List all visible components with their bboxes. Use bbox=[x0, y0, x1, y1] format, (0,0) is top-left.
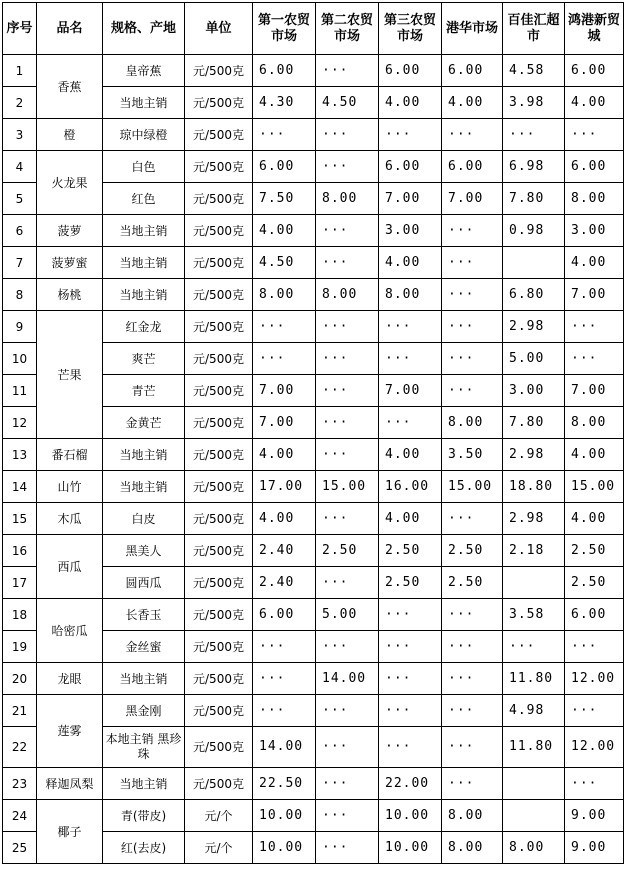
price-cell: ··· bbox=[442, 695, 503, 727]
spec-origin: 爽芒 bbox=[103, 343, 185, 375]
price-cell: ··· bbox=[442, 247, 503, 279]
unit: 元/500克 bbox=[185, 567, 253, 599]
price-cell: 8.00 bbox=[442, 832, 503, 864]
price-cell: ··· bbox=[379, 599, 442, 631]
price-cell bbox=[503, 247, 565, 279]
row-number: 21 bbox=[3, 695, 37, 727]
unit: 元/个 bbox=[185, 800, 253, 832]
price-cell: ··· bbox=[442, 375, 503, 407]
price-cell: 4.00 bbox=[253, 215, 316, 247]
price-cell: ··· bbox=[316, 375, 379, 407]
price-cell: 2.50 bbox=[379, 567, 442, 599]
price-cell: 7.50 bbox=[253, 183, 316, 215]
price-cell: 7.00 bbox=[379, 375, 442, 407]
table-row bbox=[3, 503, 624, 535]
price-cell: ··· bbox=[442, 768, 503, 800]
price-cell: 6.00 bbox=[442, 151, 503, 183]
price-cell: 6.98 bbox=[503, 151, 565, 183]
table-row bbox=[3, 800, 624, 832]
price-cell: 9.00 bbox=[565, 800, 624, 832]
price-cell: 8.00 bbox=[565, 183, 624, 215]
unit: 元/500克 bbox=[185, 599, 253, 631]
price-cell: 8.00 bbox=[565, 407, 624, 439]
price-cell: 6.00 bbox=[565, 599, 624, 631]
price-cell: 7.00 bbox=[253, 407, 316, 439]
table-row bbox=[3, 311, 624, 343]
price-cell: 2.98 bbox=[503, 439, 565, 471]
price-cell: 6.00 bbox=[379, 151, 442, 183]
price-cell: 7.00 bbox=[253, 375, 316, 407]
price-cell: 8.00 bbox=[503, 832, 565, 864]
spec-origin: 白色 bbox=[103, 151, 185, 183]
unit: 元/500克 bbox=[185, 631, 253, 663]
spec-origin: 青芒 bbox=[103, 375, 185, 407]
price-cell: ··· bbox=[316, 503, 379, 535]
price-cell bbox=[503, 567, 565, 599]
price-cell: 2.98 bbox=[503, 503, 565, 535]
price-cell: 2.50 bbox=[379, 535, 442, 567]
row-number: 13 bbox=[3, 439, 37, 471]
row-number: 2 bbox=[3, 87, 37, 119]
price-cell: ··· bbox=[442, 119, 503, 151]
unit: 元/500克 bbox=[185, 311, 253, 343]
spec-origin: 红色 bbox=[103, 183, 185, 215]
unit: 元/500克 bbox=[185, 183, 253, 215]
price-cell: 4.00 bbox=[379, 439, 442, 471]
price-cell: 14.00 bbox=[253, 727, 316, 768]
price-cell: ··· bbox=[442, 727, 503, 768]
price-cell: 6.00 bbox=[565, 151, 624, 183]
price-cell: 14.00 bbox=[316, 663, 379, 695]
price-cell: 12.00 bbox=[565, 727, 624, 768]
price-cell: ··· bbox=[565, 631, 624, 663]
spec-origin: 当地主销 bbox=[103, 471, 185, 503]
product-name: 番石榴 bbox=[37, 439, 103, 471]
price-cell: 22.00 bbox=[379, 768, 442, 800]
row-number: 17 bbox=[3, 567, 37, 599]
spec-origin: 当地主销 bbox=[103, 247, 185, 279]
product-name: 杨桃 bbox=[37, 279, 103, 311]
unit: 元/500克 bbox=[185, 535, 253, 567]
price-cell: ··· bbox=[253, 119, 316, 151]
table-body bbox=[3, 55, 624, 864]
price-cell: 12.00 bbox=[565, 663, 624, 695]
unit: 元/500克 bbox=[185, 119, 253, 151]
header-cell: 规格、产地 bbox=[103, 3, 185, 55]
price-cell: ··· bbox=[379, 407, 442, 439]
price-cell: 5.00 bbox=[316, 599, 379, 631]
header-row bbox=[3, 3, 624, 55]
price-cell: ··· bbox=[503, 119, 565, 151]
row-number: 23 bbox=[3, 768, 37, 800]
spec-origin: 长香玉 bbox=[103, 599, 185, 631]
price-cell: 3.00 bbox=[565, 215, 624, 247]
price-cell: 5.00 bbox=[503, 343, 565, 375]
price-cell: 4.00 bbox=[379, 87, 442, 119]
price-cell: ··· bbox=[316, 407, 379, 439]
price-cell: 6.00 bbox=[253, 599, 316, 631]
price-cell: ··· bbox=[316, 567, 379, 599]
price-cell: 0.98 bbox=[503, 215, 565, 247]
price-cell: 2.50 bbox=[565, 535, 624, 567]
header-cell: 百佳汇超市 bbox=[503, 3, 565, 55]
price-cell: 3.00 bbox=[503, 375, 565, 407]
row-number: 10 bbox=[3, 343, 37, 375]
table-row bbox=[3, 663, 624, 695]
price-cell: 18.80 bbox=[503, 471, 565, 503]
price-cell: ··· bbox=[316, 832, 379, 864]
price-cell: 2.40 bbox=[253, 567, 316, 599]
spec-origin: 当地主销 bbox=[103, 439, 185, 471]
spec-origin: 青(带皮) bbox=[103, 800, 185, 832]
price-cell: ··· bbox=[565, 311, 624, 343]
price-cell: 8.00 bbox=[442, 407, 503, 439]
price-cell: 16.00 bbox=[379, 471, 442, 503]
unit: 元/500克 bbox=[185, 87, 253, 119]
price-cell: ··· bbox=[379, 631, 442, 663]
price-cell: ··· bbox=[379, 311, 442, 343]
spec-origin: 圆西瓜 bbox=[103, 567, 185, 599]
row-number: 22 bbox=[3, 727, 37, 768]
product-name: 释迦凤梨 bbox=[37, 768, 103, 800]
row-number: 11 bbox=[3, 375, 37, 407]
price-cell: 4.00 bbox=[565, 247, 624, 279]
price-cell: ··· bbox=[253, 631, 316, 663]
price-cell: 2.50 bbox=[565, 567, 624, 599]
unit: 元/500克 bbox=[185, 407, 253, 439]
price-cell: 8.00 bbox=[316, 279, 379, 311]
row-number: 24 bbox=[3, 800, 37, 832]
table-row bbox=[3, 471, 624, 503]
table-row bbox=[3, 215, 624, 247]
header-cell: 序号 bbox=[3, 3, 37, 55]
price-cell: 15.00 bbox=[442, 471, 503, 503]
spec-origin: 金丝蜜 bbox=[103, 631, 185, 663]
table-row bbox=[3, 768, 624, 800]
row-number: 12 bbox=[3, 407, 37, 439]
spec-origin: 皇帝蕉 bbox=[103, 55, 185, 87]
product-name: 菠萝 bbox=[37, 215, 103, 247]
price-cell: ··· bbox=[442, 311, 503, 343]
spec-origin: 金黄芒 bbox=[103, 407, 185, 439]
price-cell: ··· bbox=[253, 695, 316, 727]
product-name: 椰子 bbox=[37, 800, 103, 864]
price-cell: 10.00 bbox=[379, 832, 442, 864]
price-cell: 7.00 bbox=[565, 375, 624, 407]
price-cell: 6.00 bbox=[565, 55, 624, 87]
unit: 元/500克 bbox=[185, 471, 253, 503]
price-cell: ··· bbox=[316, 247, 379, 279]
unit: 元/500克 bbox=[185, 503, 253, 535]
price-cell: 4.00 bbox=[442, 87, 503, 119]
price-cell: 10.00 bbox=[253, 832, 316, 864]
price-cell bbox=[503, 768, 565, 800]
price-cell: ··· bbox=[316, 695, 379, 727]
price-cell: 4.98 bbox=[503, 695, 565, 727]
price-cell: 4.58 bbox=[503, 55, 565, 87]
price-cell: 3.50 bbox=[442, 439, 503, 471]
product-name: 龙眼 bbox=[37, 663, 103, 695]
price-cell: 10.00 bbox=[379, 800, 442, 832]
row-number: 8 bbox=[3, 279, 37, 311]
row-number: 16 bbox=[3, 535, 37, 567]
table-row bbox=[3, 439, 624, 471]
price-cell: 8.00 bbox=[442, 800, 503, 832]
spec-origin: 当地主销 bbox=[103, 663, 185, 695]
row-number: 20 bbox=[3, 663, 37, 695]
price-cell: ··· bbox=[316, 439, 379, 471]
price-cell: 3.00 bbox=[379, 215, 442, 247]
price-cell: 15.00 bbox=[316, 471, 379, 503]
table-row bbox=[3, 695, 624, 727]
price-cell: ··· bbox=[442, 663, 503, 695]
price-cell: ··· bbox=[316, 151, 379, 183]
price-cell: 4.00 bbox=[379, 247, 442, 279]
price-cell: 7.00 bbox=[442, 183, 503, 215]
price-cell: 15.00 bbox=[565, 471, 624, 503]
price-cell: ··· bbox=[316, 343, 379, 375]
price-cell: 3.98 bbox=[503, 87, 565, 119]
price-cell: 8.00 bbox=[316, 183, 379, 215]
price-cell: ··· bbox=[565, 768, 624, 800]
price-cell: ··· bbox=[316, 800, 379, 832]
header-cell: 港华市场 bbox=[442, 3, 503, 55]
spec-origin: 当地主销 bbox=[103, 279, 185, 311]
spec-origin: 黑金刚 bbox=[103, 695, 185, 727]
price-cell: 7.80 bbox=[503, 407, 565, 439]
header-cell: 第三农贸市场 bbox=[379, 3, 442, 55]
price-cell: 4.00 bbox=[253, 439, 316, 471]
price-cell: 4.00 bbox=[565, 439, 624, 471]
row-number: 14 bbox=[3, 471, 37, 503]
header-cell: 单位 bbox=[185, 3, 253, 55]
row-number: 3 bbox=[3, 119, 37, 151]
unit: 元/500克 bbox=[185, 375, 253, 407]
price-cell: ··· bbox=[379, 119, 442, 151]
product-name: 西瓜 bbox=[37, 535, 103, 599]
price-cell: 17.00 bbox=[253, 471, 316, 503]
spec-origin: 琼中绿橙 bbox=[103, 119, 185, 151]
table-row bbox=[3, 535, 624, 567]
price-cell: ··· bbox=[442, 343, 503, 375]
price-cell: 2.18 bbox=[503, 535, 565, 567]
price-cell: 4.30 bbox=[253, 87, 316, 119]
price-cell: 22.50 bbox=[253, 768, 316, 800]
spec-origin: 黑美人 bbox=[103, 535, 185, 567]
header-cell: 第二农贸市场 bbox=[316, 3, 379, 55]
price-cell: 11.80 bbox=[503, 727, 565, 768]
unit: 元/500克 bbox=[185, 55, 253, 87]
price-cell: 2.40 bbox=[253, 535, 316, 567]
price-cell: 2.50 bbox=[442, 567, 503, 599]
unit: 元/500克 bbox=[185, 727, 253, 768]
price-cell: 4.00 bbox=[253, 503, 316, 535]
price-cell bbox=[503, 800, 565, 832]
product-name: 火龙果 bbox=[37, 151, 103, 215]
price-cell: ··· bbox=[253, 343, 316, 375]
table-row bbox=[3, 247, 624, 279]
spec-origin: 本地主销 黑珍珠 bbox=[103, 727, 185, 768]
table-row bbox=[3, 151, 624, 183]
price-cell: 7.00 bbox=[379, 183, 442, 215]
table-row bbox=[3, 55, 624, 87]
product-name: 哈密瓜 bbox=[37, 599, 103, 663]
price-cell: ··· bbox=[379, 695, 442, 727]
unit: 元/500克 bbox=[185, 247, 253, 279]
spec-origin: 红金龙 bbox=[103, 311, 185, 343]
price-cell: 2.98 bbox=[503, 311, 565, 343]
price-cell: 6.80 bbox=[503, 279, 565, 311]
price-cell: 6.00 bbox=[253, 151, 316, 183]
price-cell: ··· bbox=[316, 311, 379, 343]
unit: 元/500克 bbox=[185, 768, 253, 800]
price-cell: ··· bbox=[253, 663, 316, 695]
spec-origin: 白皮 bbox=[103, 503, 185, 535]
spec-origin: 当地主销 bbox=[103, 768, 185, 800]
price-cell: 9.00 bbox=[565, 832, 624, 864]
product-name: 橙 bbox=[37, 119, 103, 151]
price-cell: 4.00 bbox=[379, 503, 442, 535]
price-cell: ··· bbox=[565, 119, 624, 151]
price-cell: 3.58 bbox=[503, 599, 565, 631]
price-cell: 2.50 bbox=[316, 535, 379, 567]
price-cell: ··· bbox=[379, 343, 442, 375]
price-cell: 4.50 bbox=[316, 87, 379, 119]
price-cell: ··· bbox=[442, 279, 503, 311]
row-number: 15 bbox=[3, 503, 37, 535]
spec-origin: 当地主销 bbox=[103, 87, 185, 119]
price-cell: ··· bbox=[316, 727, 379, 768]
price-cell: 7.00 bbox=[565, 279, 624, 311]
row-number: 1 bbox=[3, 55, 37, 87]
price-cell: ··· bbox=[442, 215, 503, 247]
unit: 元/500克 bbox=[185, 279, 253, 311]
spec-origin: 当地主销 bbox=[103, 215, 185, 247]
price-cell: 10.00 bbox=[253, 800, 316, 832]
product-name: 莲雾 bbox=[37, 695, 103, 768]
price-cell: 7.80 bbox=[503, 183, 565, 215]
row-number: 25 bbox=[3, 832, 37, 864]
price-cell: ··· bbox=[316, 55, 379, 87]
price-cell: 8.00 bbox=[379, 279, 442, 311]
price-cell: ··· bbox=[503, 631, 565, 663]
price-cell: 11.80 bbox=[503, 663, 565, 695]
price-cell: 6.00 bbox=[253, 55, 316, 87]
unit: 元/500克 bbox=[185, 663, 253, 695]
price-cell: ··· bbox=[379, 663, 442, 695]
row-number: 9 bbox=[3, 311, 37, 343]
row-number: 4 bbox=[3, 151, 37, 183]
price-cell: 4.50 bbox=[253, 247, 316, 279]
table-row bbox=[3, 279, 624, 311]
unit: 元/500克 bbox=[185, 215, 253, 247]
price-cell: ··· bbox=[379, 727, 442, 768]
price-cell: ··· bbox=[442, 599, 503, 631]
row-number: 5 bbox=[3, 183, 37, 215]
unit: 元/500克 bbox=[185, 695, 253, 727]
price-cell: ··· bbox=[316, 215, 379, 247]
price-cell: 8.00 bbox=[253, 279, 316, 311]
price-cell: ··· bbox=[316, 631, 379, 663]
spec-origin: 红(去皮) bbox=[103, 832, 185, 864]
unit: 元/500克 bbox=[185, 439, 253, 471]
product-name: 香蕉 bbox=[37, 55, 103, 119]
price-cell: ··· bbox=[253, 311, 316, 343]
row-number: 6 bbox=[3, 215, 37, 247]
price-cell: ··· bbox=[442, 503, 503, 535]
header-cell: 鸿港新贸城 bbox=[565, 3, 624, 55]
product-name: 木瓜 bbox=[37, 503, 103, 535]
row-number: 19 bbox=[3, 631, 37, 663]
price-cell: 6.00 bbox=[442, 55, 503, 87]
price-cell: 6.00 bbox=[379, 55, 442, 87]
product-name: 芒果 bbox=[37, 311, 103, 439]
header-cell: 第一农贸市场 bbox=[253, 3, 316, 55]
row-number: 7 bbox=[3, 247, 37, 279]
price-cell: ··· bbox=[316, 768, 379, 800]
price-table bbox=[2, 2, 624, 864]
price-cell: ··· bbox=[565, 695, 624, 727]
price-cell: 4.00 bbox=[565, 503, 624, 535]
price-cell: 4.00 bbox=[565, 87, 624, 119]
price-cell: ··· bbox=[565, 343, 624, 375]
price-cell: ··· bbox=[316, 119, 379, 151]
unit: 元/500克 bbox=[185, 151, 253, 183]
product-name: 菠萝蜜 bbox=[37, 247, 103, 279]
product-name: 山竹 bbox=[37, 471, 103, 503]
price-cell: ··· bbox=[442, 631, 503, 663]
unit: 元/500克 bbox=[185, 343, 253, 375]
table-row bbox=[3, 599, 624, 631]
table-row bbox=[3, 119, 624, 151]
unit: 元/个 bbox=[185, 832, 253, 864]
header-cell: 品名 bbox=[37, 3, 103, 55]
row-number: 18 bbox=[3, 599, 37, 631]
price-cell: 2.50 bbox=[442, 535, 503, 567]
